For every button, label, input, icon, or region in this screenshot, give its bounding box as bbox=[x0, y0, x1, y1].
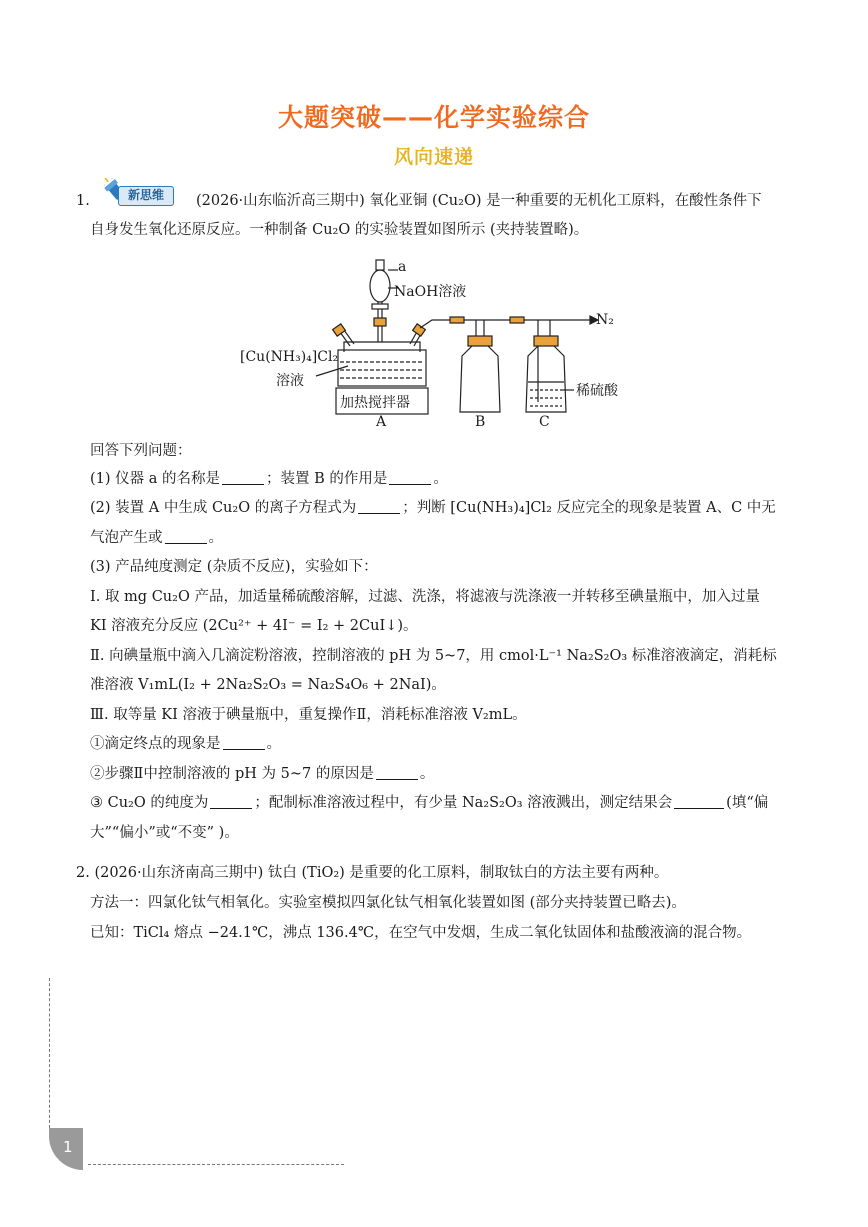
sub-question-1-text-b: 。 bbox=[266, 736, 281, 752]
q1-part-1 bbox=[90, 468, 448, 490]
answer-blank[interactable] bbox=[358, 500, 400, 514]
q1-part-2-text-b: ；判断 [Cu(NH₃)₄]Cl₂ 反应完全的现象是装置 A、C 中无 bbox=[402, 500, 776, 516]
sub-question-3-text-a: ③ Cu₂O 的纯度为 bbox=[90, 795, 209, 811]
new-thinking-badge bbox=[104, 178, 176, 206]
apparatus-figure bbox=[240, 252, 620, 432]
q1-part-2-line-1 bbox=[90, 497, 776, 519]
badge-label: 新思维 bbox=[118, 186, 174, 206]
margin-dashed-line bbox=[49, 978, 50, 1128]
step-3: Ⅲ. 取等量 KI 溶液于碘量瓶中，重复操作Ⅱ，消耗标准溶液 V₂mL。 bbox=[90, 707, 527, 723]
q1-intro-line-2: 自身发生氧化还原反应。一种制备 Cu₂O 的实验装置如图所示 (夹持装置略)。 bbox=[90, 222, 589, 238]
answer-blank[interactable] bbox=[389, 471, 431, 485]
label-acid: 稀硫酸 bbox=[576, 383, 618, 399]
sub-question-3-line-2: 大”“偏小”或“不变” )。 bbox=[90, 825, 239, 841]
page-number: 1 bbox=[63, 1138, 73, 1156]
label-A: A bbox=[376, 414, 387, 430]
q1-part-2-text-c: 气泡产生或 bbox=[90, 530, 163, 546]
answer-blank[interactable] bbox=[223, 736, 265, 750]
question-1-number: 1. bbox=[76, 193, 90, 209]
label-B: B bbox=[475, 414, 486, 430]
q2-line-2: 方法一：四氯化钛气相氧化。实验室模拟四氯化钛气相氧化装置如图 (部分夹持装置已略去)。 bbox=[90, 895, 686, 911]
label-heater: 加热搅拌器 bbox=[340, 395, 410, 411]
answer-blank[interactable] bbox=[210, 795, 252, 809]
q1-intro-line-1: (2026·山东临沂高三期中) 氧化亚铜 (Cu₂O) 是一种重要的无机化工原料，在酸性条件下 bbox=[196, 193, 762, 209]
step-1-line-1: Ⅰ. 取 mg Cu₂O 产品，加适量稀硫酸溶解，过滤、洗涤，将滤液与洗涤液一并转移至碘量瓶中，加入过量 bbox=[90, 589, 760, 605]
answer-blank[interactable] bbox=[674, 795, 724, 809]
q1-part-3: (3) 产品纯度测定 (杂质不反应)，实验如下： bbox=[90, 559, 378, 575]
label-naoh: NaOH溶液 bbox=[394, 284, 467, 300]
label-solution: 溶液 bbox=[276, 373, 304, 389]
apparatus-drawing bbox=[240, 252, 620, 432]
step-1-line-2: KI 溶液充分反应 (2Cu²⁺ + 4I⁻ = I₂ + 2CuI↓)。 bbox=[90, 618, 418, 634]
label-C: C bbox=[539, 414, 550, 430]
label-n2: N₂ bbox=[596, 312, 614, 328]
q1-part-2-line-2 bbox=[90, 527, 223, 549]
step-2-line-1: Ⅱ. 向碘量瓶中滴入几滴淀粉溶液，控制溶液的 pH 为 5~7，用 cmol·L⁻¹ Na₂S₂O₃ 标准溶液滴定，消耗标 bbox=[90, 648, 777, 664]
q1-prompt: 回答下列问题： bbox=[90, 443, 192, 459]
answer-blank[interactable] bbox=[376, 766, 418, 780]
sub-question-2-text-b: 。 bbox=[419, 766, 435, 782]
sub-question-2 bbox=[90, 763, 434, 785]
page-title: 大题突破——化学实验综合 bbox=[277, 103, 590, 132]
sub-question-2-text-a: ②步骤Ⅱ中控制溶液的 pH 为 5~7 的原因是 bbox=[90, 766, 374, 782]
q2-line-1: 2. (2026·山东济南高三期中) 钛白 (TiO₂) 是重要的化工原料，制取钛白的方法主要有两种。 bbox=[76, 865, 669, 881]
q1-part-1-text-a: (1) 仪器 a 的名称是 bbox=[90, 471, 221, 487]
q1-part-2-text-d: 。 bbox=[208, 530, 223, 546]
sub-question-3-text-b: ；配制标准溶液过程中，有少量 Na₂S₂O₃ 溶液溅出，测定结果会 bbox=[254, 795, 673, 811]
sub-question-1 bbox=[90, 733, 281, 755]
sub-question-1-text-a: ①滴定终点的现象是 bbox=[90, 736, 221, 752]
answer-blank[interactable] bbox=[222, 471, 264, 485]
q2-line-3: 已知：TiCl₄ 熔点 −24.1℃，沸点 136.4℃，在空气中发烟，生成二氧化钛固体和盐酸液滴的混合物。 bbox=[90, 925, 752, 941]
label-complex: [Cu(NH₃)₄]Cl₂ bbox=[240, 349, 339, 365]
sub-question-3-line-1 bbox=[90, 792, 768, 814]
q1-part-1-text-c: 。 bbox=[433, 471, 448, 487]
label-a: a bbox=[398, 259, 407, 275]
q1-part-2-text-a: (2) 装置 A 中生成 Cu₂O 的离子方程式为 bbox=[90, 500, 357, 516]
answer-blank[interactable] bbox=[165, 530, 207, 544]
footer-dashed-line bbox=[88, 1164, 344, 1165]
step-2-line-2: 准溶液 V₁mL(I₂ + 2Na₂S₂O₃ = Na₂S₄O₆ + 2NaI)。 bbox=[90, 677, 446, 693]
section-subtitle: 风向速递 bbox=[393, 146, 474, 168]
q1-part-1-text-b: ；装置 B 的作用是 bbox=[266, 471, 388, 487]
sub-question-3-text-c: (填“偏 bbox=[726, 795, 769, 811]
